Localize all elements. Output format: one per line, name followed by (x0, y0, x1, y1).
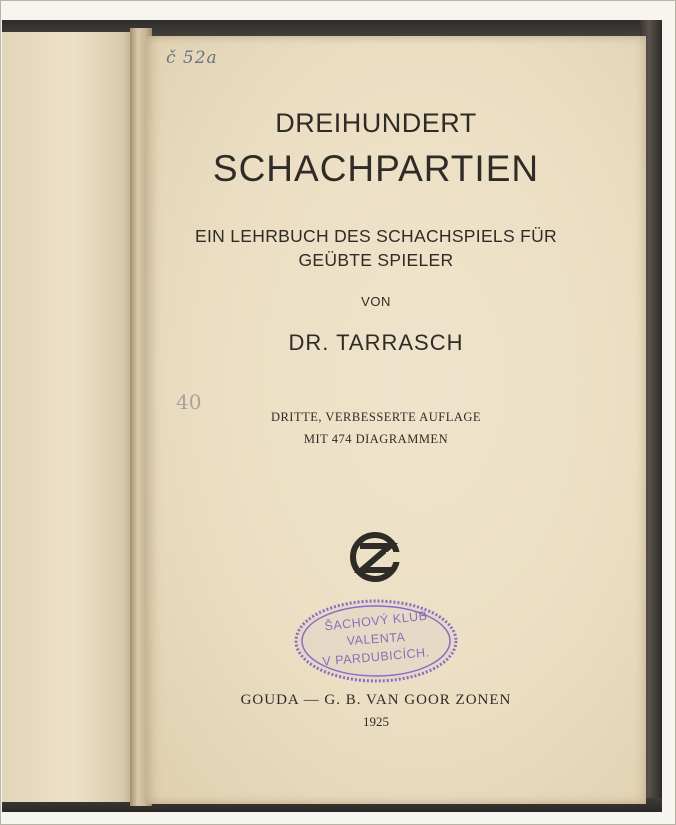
publisher-logo-icon (348, 530, 402, 584)
publication-year: 1925 (363, 714, 389, 729)
subtitle-line-1: EIN LEHRBUCH DES SCHACHSPIELS FÜR (195, 226, 557, 246)
publisher-line: GOUDA — G. B. VAN GOOR ZONEN (240, 692, 512, 708)
edition-line-1: DRITTE, VERBESSERTE AUFLAGE (270, 410, 482, 424)
pencil-shelfmark: č 52a (166, 48, 218, 68)
stamp-line-2: VALENTA (346, 629, 406, 649)
pencil-number: 40 (176, 390, 202, 414)
subtitle-line-2: GEÜBTE SPIELER (298, 250, 454, 270)
stamp-line-1: ŠACHOVÝ KLUB (323, 608, 429, 634)
stamp-line-3: V PARDUBICÍCH. (321, 645, 431, 669)
author-name: DR. TARRASCH (288, 330, 464, 355)
title-line-2: SCHACHPARTIEN (212, 148, 540, 189)
title-line-1: DREIHUNDERT (275, 108, 477, 138)
edition-line-2: MIT 474 DIAGRAMMEN (303, 432, 449, 446)
by-label: VON (361, 294, 391, 309)
endpaper-left (2, 32, 134, 802)
